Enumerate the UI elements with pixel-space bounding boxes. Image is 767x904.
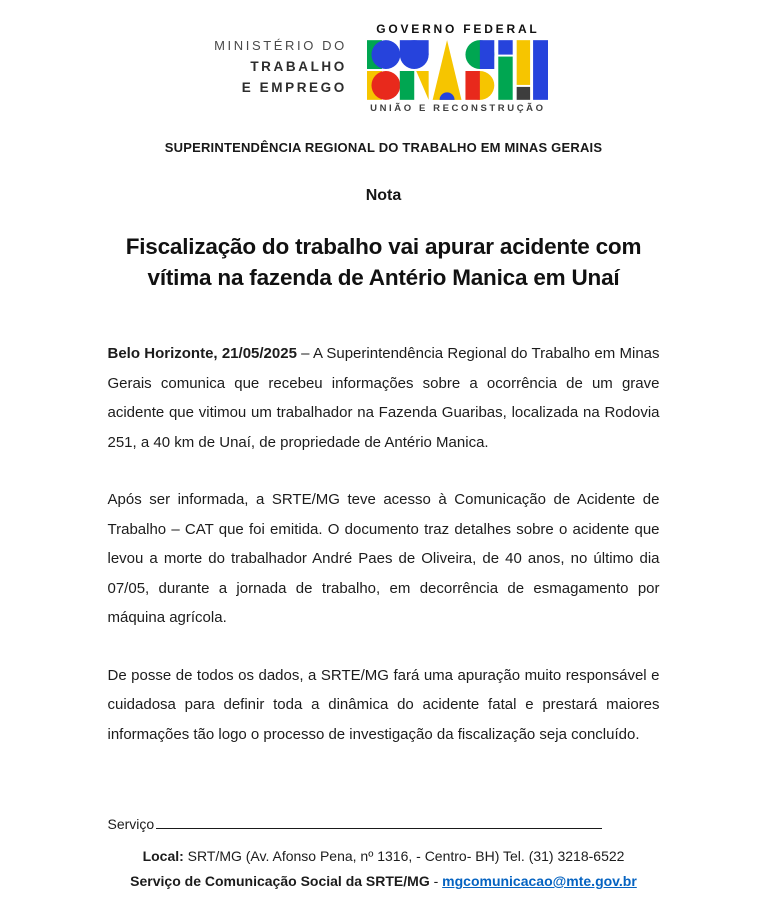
note-kicker: Nota — [365, 187, 402, 204]
ministry-line-1: MINISTÉRIO DO — [214, 37, 347, 53]
brasil-logo-shape — [499, 40, 513, 54]
brasil-logo-shape — [400, 71, 414, 100]
paragraph-3-text: De posse de todos os dados, a SRTE/MG fará uma apuração muito responsável e cuidadosa para definir toda a dinâmica do acidente fatal e prestará maiores informações tão logo o processo de investigação da fiscalização seja concluído. — [107, 666, 660, 743]
service-line — [108, 815, 660, 832]
letterhead — [0, 22, 767, 155]
brasil-logo-shape — [433, 40, 462, 100]
ministry-line-2: TRABALHO — [250, 58, 347, 74]
service-label: Serviço — [107, 816, 155, 832]
social-label: Serviço de Comunicação Social da SRTE/MG — [130, 873, 430, 889]
paragraph-1-text: – A Superintendência Regional do Trabalho em Minas Gerais comunica que recebeu informações sobre a ocorrência de um grave acidente que vitimou um trabalhador na Fazenda Guaribas, localizada na Rodovia 251, a 40 km de Unaí, de propriedade de Antério Manica. — [107, 345, 660, 451]
brasil-logo-shape — [372, 40, 401, 69]
governo-federal-brand — [363, 22, 553, 114]
brasil-logo-icon — [367, 40, 548, 100]
service-blank-line — [156, 815, 602, 829]
ministry-line-3: E EMPREGO — [241, 79, 347, 95]
paragraph-2-text: Após ser informada, a SRTE/MG teve acesso à Comunicação de Acidente de Trabalho – CAT que foi emitida. O documento traz detalhes sobre o acidente que levou a morte do trabalhador André Paes de Oliveira, de 40 anos, no último dia 07/05, durante a jornada de trabalho, em decorrência de esmagamento por máquina agrícola. — [107, 491, 660, 626]
paragraph-1 — [108, 339, 660, 457]
social-separator: - — [429, 873, 443, 889]
governo-federal-label: GOVERNO FEDERAL — [376, 22, 540, 36]
brasil-logo-shape — [533, 40, 548, 100]
brasil-logo-shape — [466, 71, 480, 100]
local-text: SRT/MG (Av. Afonso Pena, nº 1316, - Centro- BH) Tel. (31) 3218-6522 — [183, 848, 625, 864]
footer-social-line — [108, 873, 660, 889]
brasil-logo-shape — [499, 57, 513, 100]
paragraph-3 — [108, 661, 660, 750]
brasil-logo-shape — [517, 87, 530, 100]
brasil-logo-shape — [372, 71, 401, 100]
email-link[interactable]: mgcomunicacao@mte.gov.br — [442, 873, 637, 889]
org-title: SUPERINTENDÊNCIA REGIONAL DO TRABALHO EM MINAS GERAIS — [164, 140, 603, 155]
note-title: Fiscalização do trabalho vai apurar acidente com vítima na fazenda de Antério Manica em Unaí — [125, 234, 642, 290]
note-body — [108, 187, 660, 889]
paragraph-1-dateline: Belo Horizonte, 21/05/2025 — [107, 345, 297, 362]
brasil-logo-shape — [417, 71, 429, 100]
footer-local-line — [108, 848, 660, 864]
ministry-wordmark — [214, 35, 347, 102]
uniao-reconstrucao-label: UNIÃO E RECONSTRUÇÃO — [370, 103, 546, 114]
local-label: Local: — [142, 848, 184, 864]
brasil-logo-shape — [400, 40, 429, 69]
paragraph-2 — [108, 485, 660, 633]
brasil-logo-shape — [517, 40, 530, 85]
brasil-logo-shape — [480, 40, 494, 69]
